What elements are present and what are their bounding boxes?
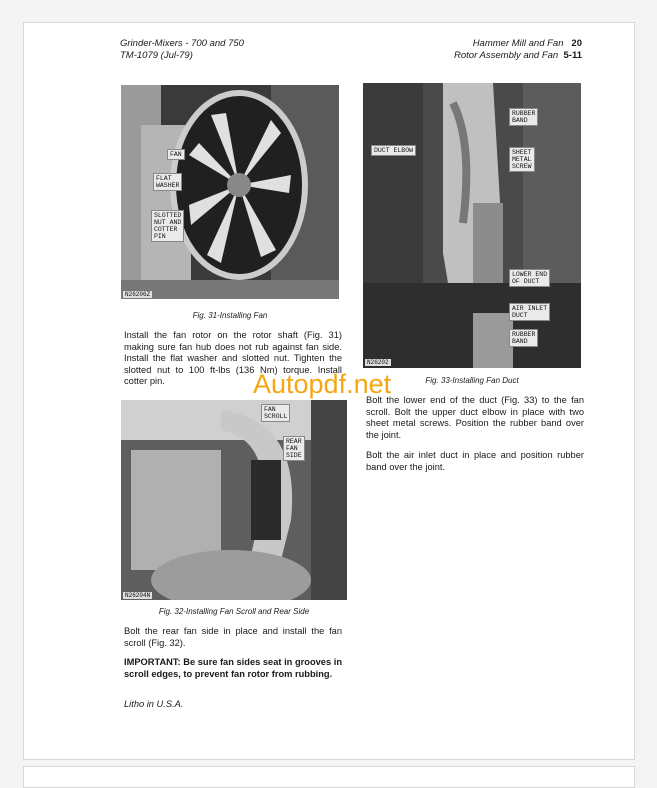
fig31-photo (121, 85, 339, 299)
fig32-label-fan-scroll: FAN SCROLL (261, 404, 290, 422)
next-page-edge (23, 766, 635, 788)
paragraph-rear-side: Bolt the rear fan side in place and install the fan scroll (Fig. 32). (124, 626, 342, 648)
fig31-caption: Fig. 31-Installing Fan (192, 311, 268, 320)
fig33-label-sheet-metal-screw: SHEET METAL SCREW (509, 147, 535, 172)
important-note: IMPORTANT: Be sure fan sides seat in grooves in scroll edges, to prevent fan rotor from rubbing. (124, 657, 342, 679)
fig33-label-rubber-band-top: RUBBER BAND (509, 108, 538, 126)
fig33-label-air-inlet: AIR INLET DUCT (509, 303, 550, 321)
header-model: Grinder-Mixers - 700 and 750 (120, 38, 244, 49)
fig33-photo (363, 83, 581, 368)
fig31-label-fan: FAN (167, 149, 185, 160)
fig33-photo-id: N26202 (367, 359, 389, 366)
header-tm: TM-1079 (Jul-79) (120, 50, 193, 61)
header-section-number: 5-11 (563, 50, 582, 61)
fig33-label-duct-elbow: DUCT ELBOW (371, 145, 416, 156)
fig32-photo-id: N26204N (125, 592, 151, 599)
watermark-text: Autopdf.net (253, 369, 392, 399)
paragraph-lower-duct: Bolt the lower end of the duct (Fig. 33) to the fan scroll. Bolt the upper duct elbow in place with two sheet metal screws. Position the rubber band over the joint. (366, 395, 584, 440)
paragraph-fan-rotor: Install the fan rotor on the rotor shaft (Fig. 31) making sure fan hub does not rub against fan side. Install the flat washer and slotted nut. Tighten the slotted nut to 100 ft-lbs (136 Nm) torque. Install cotter pin. (124, 330, 342, 387)
header-section-title: Hammer Mill and Fan (472, 38, 564, 49)
litho-note: Litho in U.S.A. (124, 699, 184, 709)
header-right-row1 (420, 38, 582, 50)
fig33-duct-image (363, 83, 581, 368)
fig33-caption: Fig. 33-Installing Fan Duct (425, 376, 519, 385)
header-right-row2 (420, 50, 582, 62)
fig31-fan-image (121, 85, 339, 299)
fig33-label-lower-end: LOWER END OF DUCT (509, 269, 550, 287)
header-section-subtitle: Rotor Assembly and Fan (454, 50, 559, 61)
fig32-photo (121, 400, 347, 600)
fig31-label-slotted-nut: SLOTTED NUT AND COTTER PIN (151, 210, 184, 242)
paragraph-air-inlet: Bolt the air inlet duct in place and position rubber band over the joint. (366, 450, 584, 472)
fig31-label-flat-washer: FLAT WASHER (153, 173, 182, 191)
fig31-photo-id: N26206Z (125, 291, 151, 298)
header-right (420, 38, 582, 62)
fig32-label-rear-fan-side: REAR FAN SIDE (283, 436, 305, 461)
fig33-label-rubber-band-bottom: RUBBER BAND (509, 329, 538, 347)
fig32-scroll-image (121, 400, 347, 600)
fig32-caption: Fig. 32-Installing Fan Scroll and Rear Side (158, 607, 310, 616)
header-page-number: 20 (571, 38, 582, 49)
header-left (120, 38, 244, 62)
